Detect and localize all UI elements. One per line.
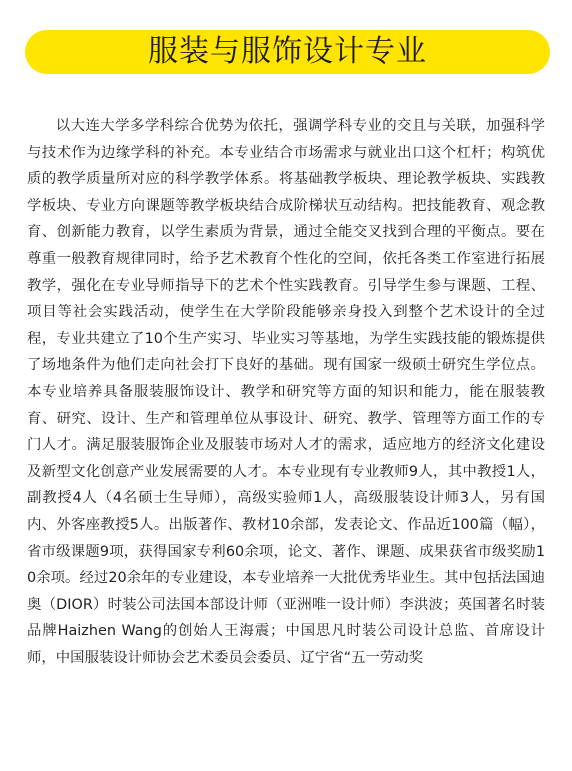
body-paragraph: 以大连大学多学科综合优势为依托，强调学科专业的交且与关联，加强科学与技术作为边缘学科的补充。本专业结合市场需求与就业出口这个杠杆；构筑优质的教学质量所对应的科学教学体系。将基础教学板块、理论教学板块、实践教学板块、专业方向课题等教学板块结合成阶梯状互动结构。把技能教育、观念教育、创新能力教育，以学生素质为背景，通过全能交叉找到合理的平衡点。要在尊重一般教育规律同时，给予艺术教育个性化的空间，依托各类工作室进行拓展教学，强化在专业导师指导下的艺术个性实践教育。引导学生参与课题、工程、项目等社会实践活动，使学生在大学阶段能够亲身投入到整个艺术设计的全过程，专业共建立了10个生产实习、毕业实习等基地，为学生实践技能的锻炼提供了场地条件为他们走向社会打下良好的基础。现有国家一级硕士研究生学位点。本专业培养具备服装服饰设计、教学和研究等方面的知识和能力，能在服装教育、研究、设计、生产和管理单位从事设计、研究、教学、管理等方面工作的专门人才。满足服装服饰企业及服装市场对人才的需求，适应地方的经济文化建设及新型文化创意产业发展需要的人才。本专业现有专业教师9人，其中教授1人，副教授4人（4名硕士生导师），高级实验师1人，高级服装设计师3人，另有国内、外客座教授5人。出版著作、教材10余部，发表论文、作品近100篇（幅），省市级课题9项，获得国家专利60余项，论文、著作、课题、成果获省市级奖励10余项。经过20余年的专业建设，本专业培养一大批优秀毕业生。其中包括法国迪奥（DIOR）时装公司法国本部设计师（亚洲唯一设计师）李洪波；英国著名时装品牌Haizhen Wang的创始人王海震；中国思凡时装公司设计总监、首席设计师，中国服装设计师协会艺术委员会委员、辽宁省“五一劳动奖 xyxy=(27,118,545,666)
title-banner xyxy=(25,30,550,74)
page-title: 服装与服饰设计专业 xyxy=(148,34,427,69)
